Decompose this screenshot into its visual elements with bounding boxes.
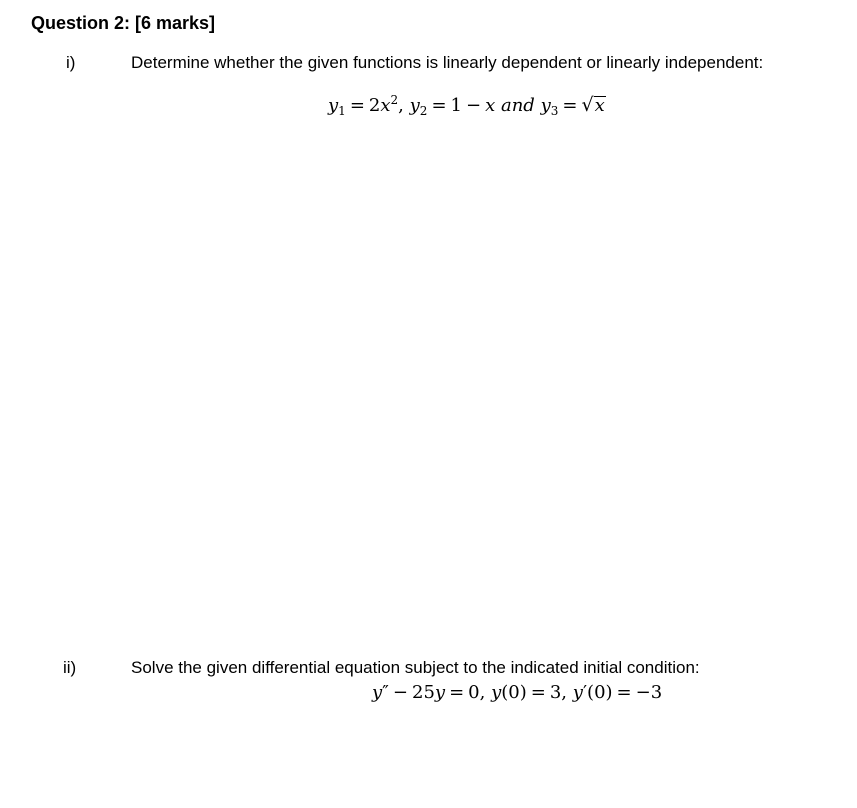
part-ii-prompt: Solve the given differential equation subject to the indicated initial condition: [131,658,700,677]
part-i-label: i) [66,53,76,72]
part-ii-label: ii) [63,658,77,677]
question-heading: Question 2: [6 marks] [31,13,216,33]
part-i-equation: $y_1 = 2x^2$, $y_2 = 1 - x$ and $y_3 = √x$ [328,93,605,118]
part-ii-equation: y″ − 25y = 0, y(0) = 3, y′(0) = −3 [372,682,663,703]
part-i-prompt: Determine whether the given functions is linearly dependent or linearly independent: [131,53,764,72]
